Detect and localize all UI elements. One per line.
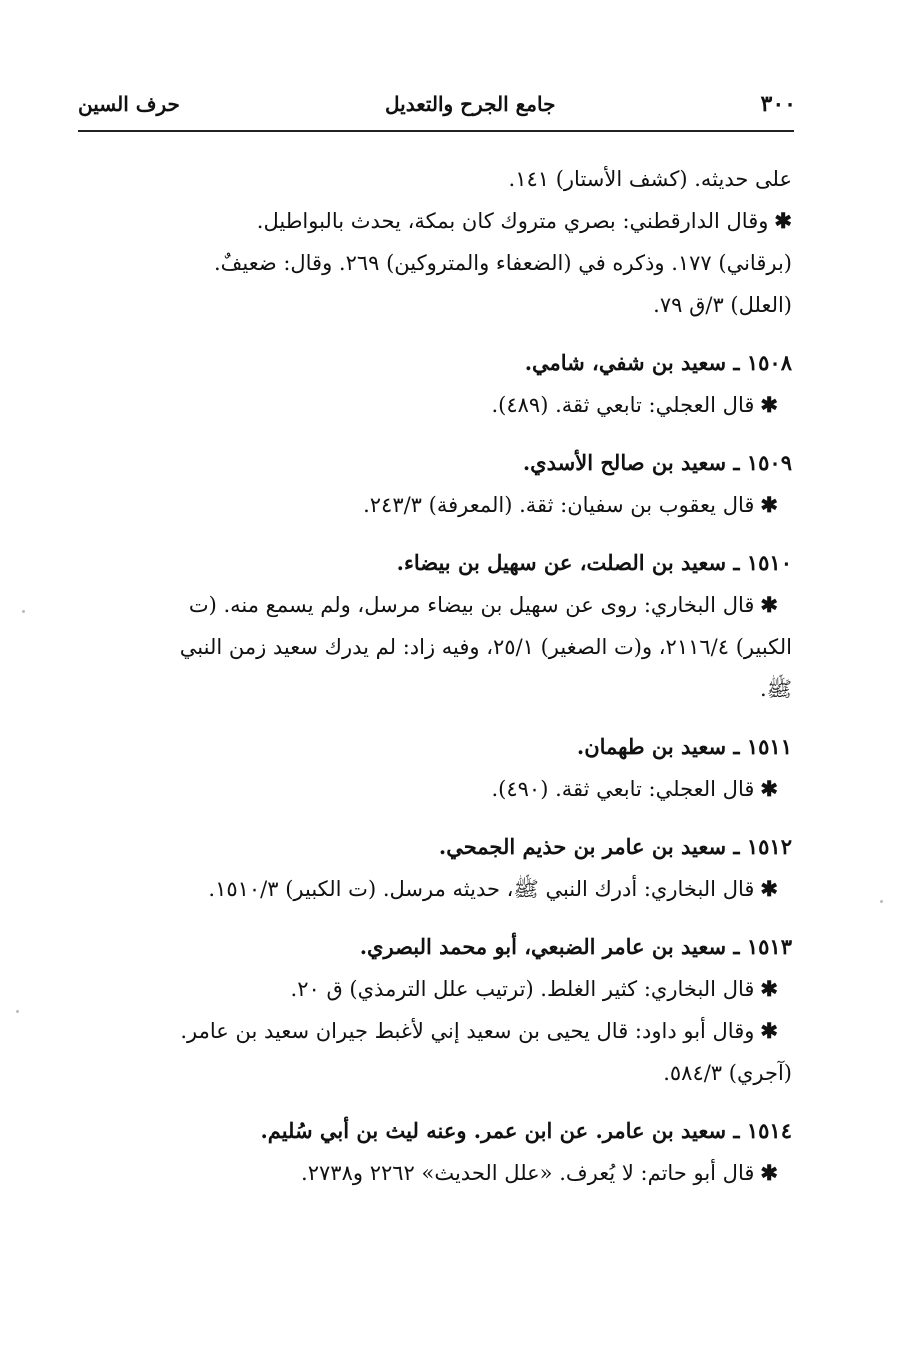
text-line	[80, 200, 792, 242]
text-segment: قال يعقوب بن سفيان: ثقة. (المعرفة) ٢٤٣/٣.	[363, 493, 755, 517]
text-line	[80, 868, 792, 910]
running-header	[78, 82, 796, 126]
text-segment: قال البخاري: أدرك النبي ﷺ، حديثه مرسل. (ت الكبير) ١٥١٠/٣.	[208, 877, 755, 901]
spacer	[80, 526, 792, 542]
page-number: ٣٠٠	[760, 91, 796, 117]
spacer	[80, 710, 792, 726]
star-marker: ✱	[760, 592, 778, 617]
text-line	[80, 1010, 792, 1052]
star-marker: ✱	[774, 208, 792, 233]
star-marker: ✱	[760, 392, 778, 417]
star-marker: ✱	[760, 776, 778, 801]
scan-speck	[16, 1010, 19, 1013]
text-line: (آجري) ٥٨٤/٣.	[663, 1061, 792, 1085]
scan-speck	[22, 610, 25, 613]
entry-title: ١٥١٣ ـ سعيد بن عامر الضبعي، أبو محمد البصري.	[359, 934, 792, 959]
header-rule	[78, 130, 794, 132]
text-line: ﷺ.	[759, 677, 792, 701]
spacer	[80, 910, 792, 926]
spacer	[80, 1094, 792, 1110]
text-segment: وقال الدارقطني: بصري متروك كان بمكة، يحدث بالبواطيل.	[256, 209, 769, 233]
text-segment: قال أبو حاتم: لا يُعرف. «علل الحديث» ٢٢٦٢ و٢٧٣٨.	[301, 1161, 755, 1185]
text-segment: قال العجلي: تابعي ثقة. (٤٩٠).	[491, 777, 755, 801]
star-marker: ✱	[760, 1160, 778, 1185]
page-body	[80, 158, 792, 1194]
text-line	[80, 484, 792, 526]
text-line: (برقاني) ١٧٧. وذكره في (الضعفاء والمتروكين) ٢٦٩. وقال: ضعيفٌ.	[213, 251, 792, 275]
scan-speck	[880, 900, 883, 903]
star-marker: ✱	[760, 1018, 778, 1043]
text-segment: قال العجلي: تابعي ثقة. (٤٨٩).	[491, 393, 755, 417]
entry-title: ١٥١٢ ـ سعيد بن عامر بن حذيم الجمحي.	[438, 834, 792, 859]
entry-title: ١٥٠٩ ـ سعيد بن صالح الأسدي.	[522, 450, 792, 475]
text-line: (العلل) ٣/ق ٧٩.	[653, 293, 792, 317]
section-title: حرف السين	[78, 92, 180, 116]
entry-title: ١٥١٤ ـ سعيد بن عامر. عن ابن عمر. وعنه ليث بن أبي سُليم.	[260, 1118, 792, 1143]
text-segment: قال البخاري: روى عن سهيل بن بيضاء مرسل، ولم يسمع منه. (ت	[188, 593, 755, 617]
star-marker: ✱	[760, 492, 778, 517]
entry-title: ١٥١٠ ـ سعيد بن الصلت، عن سهيل بن بيضاء.	[396, 550, 792, 575]
entry-title: ١٥١١ ـ سعيد بن طهمان.	[576, 734, 792, 759]
text-segment: قال البخاري: كثير الغلط. (ترتيب علل الترمذي) ق ٢٠.	[290, 977, 755, 1001]
spacer	[80, 810, 792, 826]
star-marker: ✱	[760, 976, 778, 1001]
text-line	[80, 584, 792, 626]
star-marker: ✱	[760, 876, 778, 901]
spacer	[80, 426, 792, 442]
book-title: جامع الجرح والتعديل	[384, 92, 556, 116]
entry-title: ١٥٠٨ ـ سعيد بن شفي، شامي.	[524, 350, 792, 375]
text-line: على حديثه. (كشف الأستار) ١٤١.	[508, 167, 792, 191]
text-segment: وقال أبو داود: قال يحيى بن سعيد إني لأغبط جيران سعيد بن عامر.	[180, 1019, 755, 1043]
text-line	[80, 384, 792, 426]
text-line	[80, 768, 792, 810]
text-line	[80, 1152, 792, 1194]
text-line: الكبير) ٢١١٦/٤، و(ت الصغير) ٢٥/١، وفيه زاد: لم يدرك سعيد زمن النبي	[179, 635, 792, 659]
spacer	[80, 326, 792, 342]
text-line	[80, 968, 792, 1010]
